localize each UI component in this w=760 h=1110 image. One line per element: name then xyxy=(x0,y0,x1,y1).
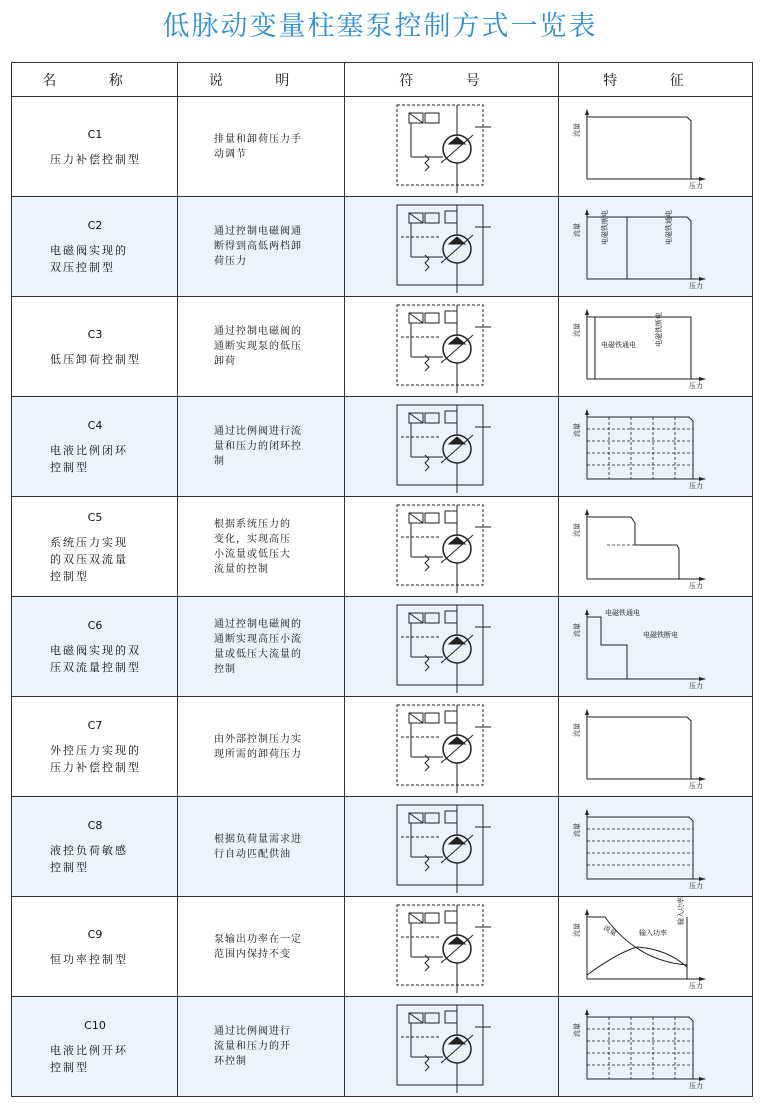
hydraulic-symbol xyxy=(345,497,559,596)
cell-description: 根据负荷量需求进 行自动匹配供油 xyxy=(178,797,345,897)
header-symbol: 符 号 xyxy=(345,63,559,97)
table-row xyxy=(12,497,753,597)
cell-description: 通过控制电磁阀通 断得到高低两档卸 荷压力 xyxy=(178,197,345,297)
table-row xyxy=(12,297,753,397)
header-row xyxy=(12,63,753,97)
control-name: 系统压力实现 的双压双流量 控制型 xyxy=(50,535,128,583)
control-code: C7 xyxy=(87,719,103,732)
chart-annotation: 输入功率 xyxy=(639,929,667,937)
cell-symbol xyxy=(345,297,559,397)
table-row xyxy=(12,397,753,497)
cell-name xyxy=(12,697,178,797)
chart-x-axis-label: 压力 xyxy=(689,182,703,190)
cell-feature xyxy=(559,897,753,997)
control-name: 低压卸荷控制型 xyxy=(50,352,141,366)
hydraulic-symbol xyxy=(345,397,559,496)
control-table xyxy=(11,62,753,1097)
feature-chart xyxy=(559,897,753,996)
cell-name xyxy=(12,797,178,897)
cell-description: 通过比例阀进行流 量和压力的闭环控 制 xyxy=(178,397,345,497)
cell-description: 由外部控制压力实 现所需的卸荷压力 xyxy=(178,697,345,797)
feature-chart xyxy=(559,197,753,296)
cell-symbol xyxy=(345,797,559,897)
chart-x-axis-label: 压力 xyxy=(689,982,703,990)
cell-name xyxy=(12,197,178,297)
control-name: 液控负荷敏感 控制型 xyxy=(50,844,128,874)
table-row xyxy=(12,997,753,1097)
table-row xyxy=(12,897,753,997)
chart-y-axis-label: 流量 xyxy=(573,323,581,337)
cell-feature xyxy=(559,97,753,197)
header-description: 说 明 xyxy=(178,63,345,97)
chart-y-axis-label: 流量 xyxy=(573,723,581,737)
cell-description: 根据系统压力的 变化，实现高压 小流量或低压大 流量的控制 xyxy=(178,497,345,597)
cell-feature xyxy=(559,397,753,497)
chart-y-axis-label: 流量 xyxy=(573,923,581,937)
cell-description: 排量和卸荷压力手 动调节 xyxy=(178,97,345,197)
cell-symbol xyxy=(345,497,559,597)
hydraulic-symbol xyxy=(345,797,559,896)
cell-name xyxy=(12,97,178,197)
control-code: C9 xyxy=(87,927,103,941)
control-name: 电液比例闭环 控制型 xyxy=(50,444,128,474)
cell-feature xyxy=(559,297,753,397)
control-name: 恒功率控制型 xyxy=(50,952,128,966)
control-code: C4 xyxy=(87,419,103,432)
chart-annotation: 电磁铁断电 xyxy=(643,631,678,639)
cell-name xyxy=(12,997,178,1097)
chart-x-axis-label: 压力 xyxy=(689,582,703,590)
cell-feature xyxy=(559,997,753,1097)
cell-feature xyxy=(559,697,753,797)
feature-chart xyxy=(559,97,753,196)
control-code: C10 xyxy=(84,1019,106,1032)
cell-description: 通过控制电磁阀的 通断实现高压小流 量或低压大流量的 控制 xyxy=(178,597,345,697)
cell-feature xyxy=(559,197,753,297)
chart-annotation: 流量 xyxy=(602,923,619,938)
feature-chart xyxy=(559,497,753,596)
chart-x-axis-label: 压力 xyxy=(689,1082,703,1090)
cell-name xyxy=(12,497,178,597)
feature-chart xyxy=(559,797,753,896)
cell-symbol xyxy=(345,97,559,197)
cell-description: 通过比例阀进行 流量和压力的开 环控制 xyxy=(178,997,345,1097)
table-row xyxy=(12,197,753,297)
cell-name xyxy=(12,897,178,997)
cell-symbol xyxy=(345,397,559,497)
hydraulic-symbol xyxy=(345,697,559,796)
page-title: 低脉动变量柱塞泵控制方式一览表 xyxy=(162,11,598,42)
chart-y-axis-label: 流量 xyxy=(573,423,581,437)
chart-x-axis-label: 压力 xyxy=(689,882,703,890)
chart-y-axis-label: 流量 xyxy=(573,1023,581,1037)
chart-annotation: 输入功率 xyxy=(677,897,685,925)
hydraulic-symbol xyxy=(345,297,559,396)
chart-y-axis-label: 流量 xyxy=(573,123,581,137)
control-code: C5 xyxy=(87,510,103,524)
cell-name xyxy=(12,397,178,497)
control-code: C8 xyxy=(87,819,103,832)
control-name: 外控压力实现的 压力补偿控制型 xyxy=(50,744,141,774)
cell-feature xyxy=(559,497,753,597)
chart-annotation: 电磁铁通电 xyxy=(601,341,636,349)
table-row xyxy=(12,597,753,697)
cell-name xyxy=(12,297,178,397)
cell-symbol xyxy=(345,197,559,297)
cell-description: 泵输出功率在一定 范围内保持不变 xyxy=(178,897,345,997)
cell-symbol xyxy=(345,697,559,797)
chart-annotation: 电磁铁断电 xyxy=(601,210,609,245)
cell-symbol xyxy=(345,997,559,1097)
hydraulic-symbol xyxy=(345,997,559,1096)
chart-x-axis-label: 压力 xyxy=(689,682,703,690)
control-name: 电磁阀实现的双 压双流量控制型 xyxy=(50,644,141,674)
chart-y-axis-label: 流量 xyxy=(573,823,581,837)
cell-symbol xyxy=(345,597,559,697)
chart-x-axis-label: 压力 xyxy=(689,382,703,390)
chart-y-axis-label: 流量 xyxy=(573,623,581,637)
table-row xyxy=(12,697,753,797)
chart-x-axis-label: 压力 xyxy=(689,282,703,290)
chart-x-axis-label: 压力 xyxy=(689,782,703,790)
chart-x-axis-label: 压力 xyxy=(689,482,703,490)
cell-name xyxy=(12,597,178,697)
feature-chart xyxy=(559,597,753,696)
hydraulic-symbol xyxy=(345,197,559,296)
cell-feature xyxy=(559,797,753,897)
table-row xyxy=(12,797,753,897)
chart-y-axis-label: 流量 xyxy=(573,223,581,237)
control-code: C2 xyxy=(87,219,103,232)
feature-chart xyxy=(559,697,753,796)
cell-symbol xyxy=(345,897,559,997)
feature-chart xyxy=(559,997,753,1096)
hydraulic-symbol xyxy=(345,97,559,196)
control-code: C1 xyxy=(87,127,103,141)
chart-annotation: 电磁铁通电 xyxy=(605,609,640,617)
table-row xyxy=(12,97,753,197)
header-feature: 特 征 xyxy=(559,63,753,97)
chart-y-axis-label: 流量 xyxy=(573,523,581,537)
hydraulic-symbol xyxy=(345,597,559,696)
feature-chart xyxy=(559,297,753,396)
chart-annotation: 电磁铁通电 xyxy=(665,210,673,245)
control-code: C3 xyxy=(87,327,103,341)
cell-feature xyxy=(559,597,753,697)
feature-chart xyxy=(559,397,753,496)
control-name: 压力补偿控制型 xyxy=(50,152,141,166)
chart-annotation: 电磁铁断电 xyxy=(655,312,663,347)
header-name: 名 称 xyxy=(12,63,178,97)
control-name: 电磁阀实现的 双压控制型 xyxy=(50,244,128,274)
control-code: C6 xyxy=(87,619,103,632)
control-name: 电液比例开环 控制型 xyxy=(50,1044,128,1074)
hydraulic-symbol xyxy=(345,897,559,996)
cell-description: 通过控制电磁阀的 通断实现泵的低压 卸荷 xyxy=(178,297,345,397)
